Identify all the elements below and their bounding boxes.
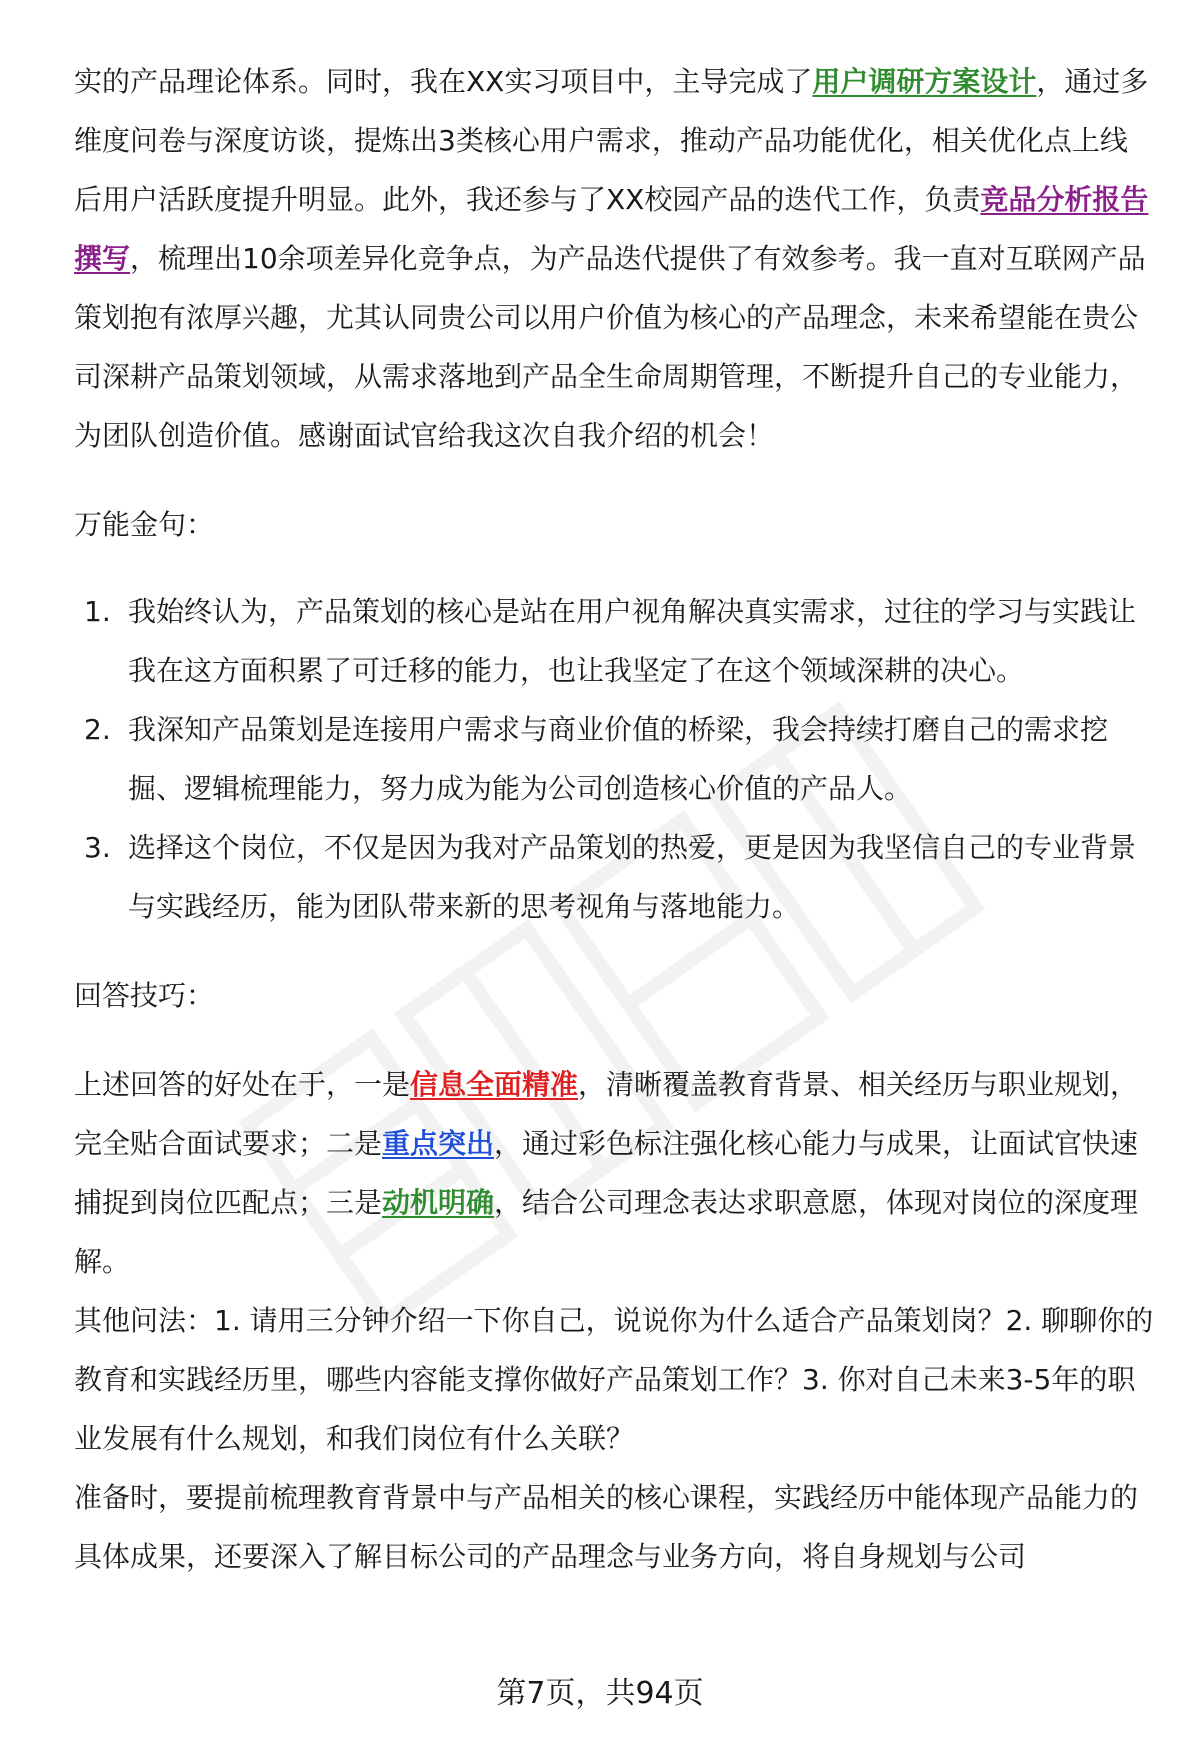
tips-text-4: ，结合公司理念表达求职意愿，体现对岗位的深度理解。 bbox=[74, 1186, 1139, 1278]
phrases-list bbox=[74, 582, 1154, 936]
list-item-number: 1. bbox=[84, 595, 111, 628]
phrases-heading: 万能金句： bbox=[74, 508, 215, 541]
list-item bbox=[74, 700, 1154, 818]
intro-text-2: ，通过多维度问卷与深度访谈，提炼出3类核心用户需求，推动产品功能优化，相关优化点上线后用户活跃度提升明显。此外，我还参与了XX校园产品的迭代工作，负责 bbox=[74, 65, 1149, 216]
list-item-text: 我始终认为，产品策划的核心是站在用户视角解决真实需求，过往的学习与实践让我在这方面积累了可迁移的能力，也让我坚定了在这个领域深耕的决心。 bbox=[128, 595, 1137, 687]
tips-paragraph bbox=[74, 1055, 1154, 1291]
highlight-clear-motivation: 动机明确 bbox=[382, 1186, 495, 1219]
highlight-key-points: 重点突出 bbox=[382, 1127, 495, 1160]
list-item-number: 3. bbox=[84, 831, 111, 864]
highlight-competitor-analysis: 竞品分析报告撰写 bbox=[74, 183, 1149, 275]
document-body bbox=[74, 52, 1154, 1586]
page-number: 第7页，共94页 bbox=[496, 1676, 704, 1711]
intro-paragraph bbox=[74, 52, 1154, 465]
intro-text-1: 实的产品理论体系。同时，我在XX实习项目中，主导完成了 bbox=[74, 65, 813, 98]
preparation-text: 准备时，要提前梳理教育背景中与产品相关的核心课程，实践经历中能体现产品能力的具体成果，还要深入了解目标公司的产品理念与业务方向，将自身规划与公司 bbox=[74, 1481, 1139, 1573]
tips-text-2: ，清晰覆盖教育背景、相关经历与职业规划，完全贴合面试要求；二是 bbox=[74, 1068, 1139, 1160]
tips-text-1: 上述回答的好处在于，一是 bbox=[74, 1068, 411, 1101]
highlight-info-accurate: 信息全面精准 bbox=[410, 1068, 579, 1101]
tips-text-3: ，通过彩色标注强化核心能力与成果，让面试官快速捕捉到岗位匹配点；三是 bbox=[74, 1127, 1139, 1219]
list-item-text: 选择这个岗位，不仅是因为我对产品策划的热爱，更是因为我坚信自己的专业背景与实践经历，能为团队带来新的思考视角与落地能力。 bbox=[128, 831, 1137, 923]
intro-text-3: ，梳理出10余项差异化竞争点，为产品迭代提供了有效参考。我一直对互联网产品策划抱有浓厚兴趣，尤其认同贵公司以用户价值为核心的产品理念，未来希望能在贵公司深耕产品策划领域，从需求落地到产品全生命周期管理，不断提升自己的专业能力，为团队创造价值。感谢面试官给我这次自我介绍的机会！ bbox=[74, 242, 1146, 452]
other-questions: 其他问法：1. 请用三分钟介绍一下你自己，说说你为什么适合产品策划岗？2. 聊聊你的教育和实践经历里，哪些内容能支撑你做好产品策划工作？3. 你对自己未来3-5年的职业发展有什么规划，和我们岗位有什么关联？ bbox=[74, 1304, 1154, 1455]
list-item-number: 2. bbox=[84, 713, 111, 746]
list-item-text: 我深知产品策划是连接用户需求与商业价值的桥梁，我会持续打磨自己的需求挖掘、逻辑梳理能力，努力成为能为公司创造核心价值的产品人。 bbox=[128, 713, 1109, 805]
list-item bbox=[74, 582, 1154, 700]
tips-heading: 回答技巧： bbox=[74, 979, 215, 1012]
list-item bbox=[74, 818, 1154, 936]
highlight-user-research: 用户调研方案设计 bbox=[812, 65, 1037, 98]
